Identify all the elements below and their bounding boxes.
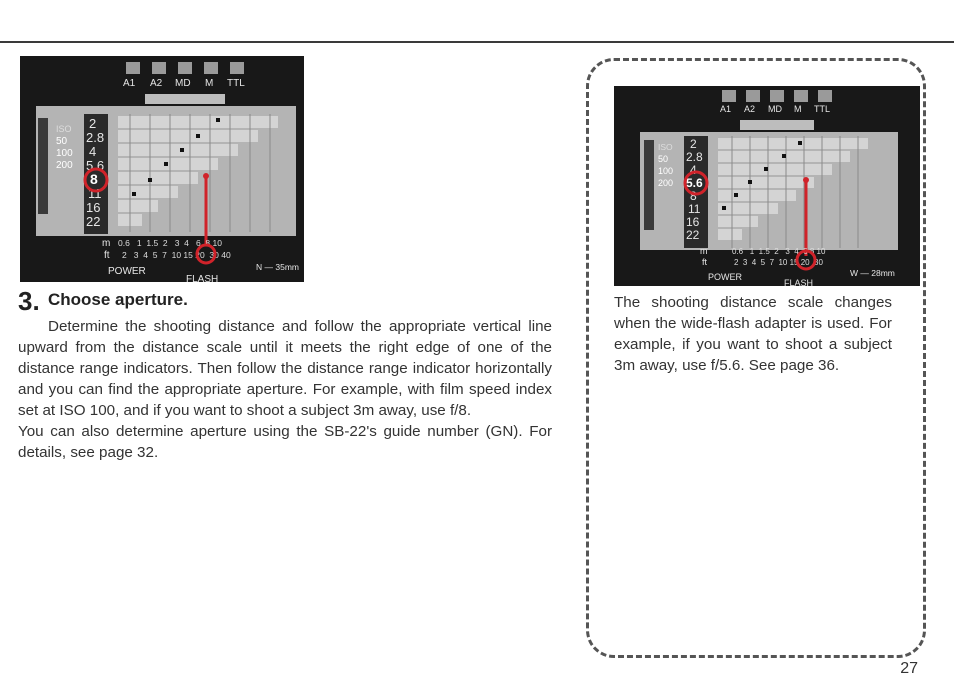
meters-label: m (102, 238, 111, 249)
iso-100: 100 (56, 148, 73, 159)
side-note-text: The shooting distance scale changes when the wide-flash adapter is used. For example, if you want to shoot a subject 3m away, use f/5.6. See page 36. (614, 294, 892, 374)
aperture-4: 4 (89, 144, 97, 159)
feet-label: ft (104, 250, 110, 261)
iso-label: ISO (56, 124, 72, 134)
aperture-11-right: 11 (688, 202, 701, 216)
feet-label-right: ft (702, 257, 708, 267)
aperture-2-8-right: 2.8 (686, 150, 703, 164)
aperture-11: 11 (88, 186, 102, 201)
lcd-panel-photo-iso100 (20, 56, 304, 282)
mode-md-right: MD (768, 104, 782, 114)
mode-a2: A2 (150, 78, 163, 89)
aperture-5-6-right: 5.6 (686, 176, 703, 190)
aperture-8: 8 (90, 171, 98, 187)
flash-label-right: FLASH (784, 278, 814, 286)
aperture-2-right: 2 (690, 137, 697, 151)
mode-a1-right: A1 (720, 104, 732, 114)
power-label: POWER (108, 266, 146, 277)
page-number: 27 (900, 660, 918, 677)
top-rule (0, 41, 954, 43)
mode-ttl: TTL (227, 78, 245, 89)
mode-m: M (205, 78, 214, 89)
mode-a1: A1 (123, 78, 136, 89)
feet-scale: 2 3 4 5 7 10 15 20 30 40 (122, 250, 231, 260)
mode-a2-right: A2 (744, 104, 756, 114)
zoom-indicator-right: W — 28mm (850, 268, 895, 278)
mode-ttl-right: TTL (814, 104, 831, 114)
iso-label-right: ISO (658, 142, 673, 152)
lcd-panel-photo-wide-adapter (614, 86, 920, 286)
iso-200-right: 200 (658, 178, 674, 188)
aperture-2: 2 (89, 116, 97, 131)
aperture-22: 22 (86, 214, 101, 229)
mode-md: MD (175, 78, 191, 89)
step-title: Choose aperture. (48, 290, 188, 309)
aperture-16-right: 16 (686, 215, 700, 229)
aperture-2-8: 2.8 (86, 130, 105, 145)
mode-m-right: M (794, 104, 802, 114)
meters-label-right: m (700, 246, 708, 256)
iso-50: 50 (56, 136, 68, 147)
iso-100-right: 100 (658, 166, 674, 176)
feet-scale-right: 2 3 4 5 7 10 15 20 30 (734, 258, 823, 267)
meter-scale: 0.6 1 1.5 2 3 4 6 8 10 (118, 238, 222, 248)
instruction-text (18, 316, 552, 463)
aperture-8-right: 8 (690, 189, 697, 203)
meter-scale-right: 0.6 1 1.5 2 3 4 6 8 10 (732, 247, 826, 256)
iso-200: 200 (56, 160, 73, 171)
step-number: 3. (18, 286, 40, 316)
zoom-indicator: N — 35mm (256, 262, 299, 272)
aperture-22-right: 22 (686, 228, 700, 242)
instruction-paragraph-2: You can also determine aperture using the SB-22's guide number (GN). For details, see page 32. (18, 423, 552, 461)
instruction-paragraph-1: Determine the shooting distance and follow the appropriate vertical line upward from the distance scale until it meets the right edge of one of the distance range indicators. Then follow the distance range indicator horizontally and you can find the appropriate aperture. For example, with film speed index set at ISO 100, and if you want to shoot a subject 3m away, use f/8. (18, 318, 552, 419)
power-label-right: POWER (708, 272, 743, 282)
aperture-16: 16 (86, 200, 101, 215)
aperture-5-6: 5.6 (86, 158, 105, 173)
iso-50-right: 50 (658, 154, 669, 164)
flash-label: FLASH (186, 274, 219, 282)
aperture-4-right: 4 (690, 163, 697, 177)
